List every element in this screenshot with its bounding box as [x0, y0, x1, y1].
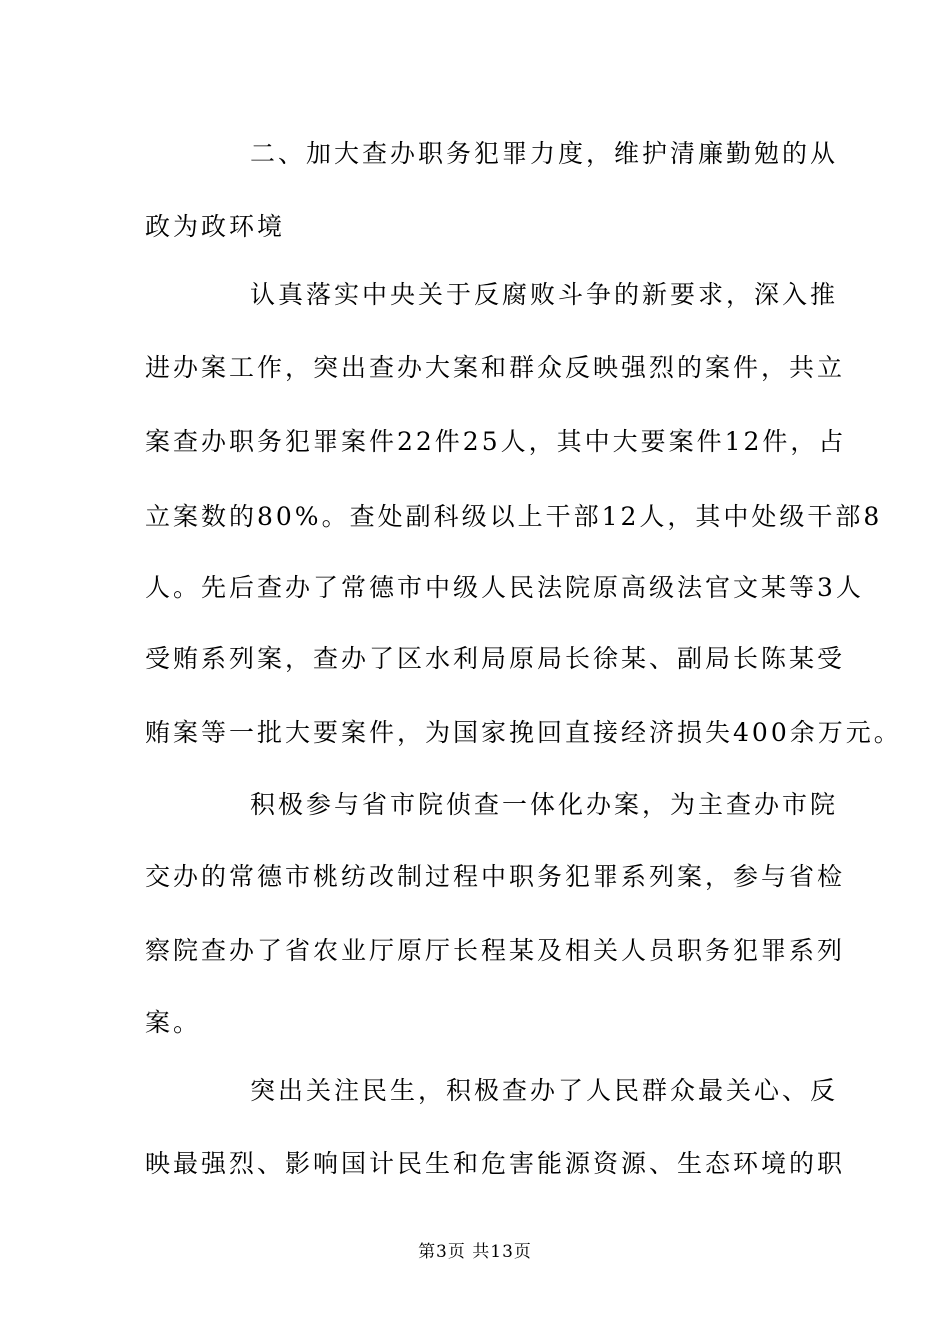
paragraph-3-line-2: 映最强烈、影响国计民生和危害能源资源、生态环境的职 — [145, 1149, 846, 1178]
paragraph-1-line-5: 人。先后查办了常德市中级人民法院原高级法官文某等3人 — [145, 573, 864, 602]
paragraph-1-line-1: 认真落实中央关于反腐败斗争的新要求，深入推 — [250, 280, 839, 309]
paragraph-1-line-6: 受贿系列案，查办了区水利局原局长徐某、副局长陈某受 — [145, 644, 846, 673]
paragraph-1-line-3: 案查办职务犯罪案件22件25人，其中大要案件12件，占 — [145, 427, 847, 456]
paragraph-2-line-4: 案。 — [145, 1008, 202, 1037]
paragraph-1-line-2: 进办案工作，突出查办大案和群众反映强烈的案件，共立 — [145, 353, 846, 382]
paragraph-2-line-2: 交办的常德市桃纺改制过程中职务犯罪系列案，参与省检 — [145, 862, 846, 891]
section-heading-line-1: 二、加大查办职务犯罪力度，维护清廉勤勉的从 — [250, 139, 839, 168]
paragraph-2-line-1: 积极参与省市院侦查一体化办案，为主查办市院 — [250, 790, 839, 819]
section-heading-line-2: 政为政环境 — [145, 212, 286, 241]
paragraph-3-line-1: 突出关注民生，积极查办了人民群众最关心、反 — [250, 1076, 839, 1105]
paragraph-1-line-7: 贿案等一批大要案件，为国家挽回直接经济损失400余万元。 — [145, 718, 902, 747]
paragraph-1-line-4: 立案数的80%。查处副科级以上干部12人，其中处级干部8 — [145, 502, 883, 531]
page-number-footer: 第3页 共13页 — [418, 1242, 532, 1262]
paragraph-2-line-3: 察院查办了省农业厅原厅长程某及相关人员职务犯罪系列 — [145, 936, 846, 965]
